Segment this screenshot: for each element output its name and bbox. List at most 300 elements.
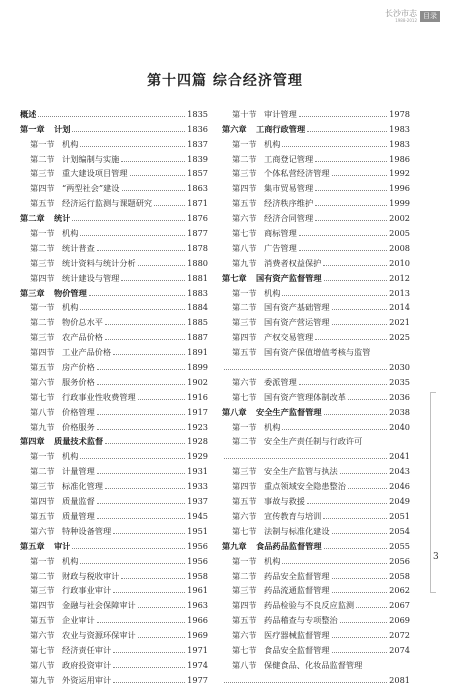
toc-entry-label: 第七章: [222, 272, 247, 283]
toc-page-number: 2040: [389, 421, 410, 432]
toc-entry-title: [20, 481, 103, 491]
toc-section-row[interactable]: [20, 595, 208, 610]
toc-entry-title: [20, 273, 119, 283]
toc-entry-name: 统计建设与管理: [62, 272, 120, 283]
toc-page-number: 2067: [389, 600, 410, 611]
toc-page-number: 1956: [187, 555, 208, 566]
dot-leader: [324, 548, 388, 549]
toc-entry-title: [222, 481, 346, 491]
dot-leader: [121, 578, 185, 579]
toc-entry-title: [222, 243, 297, 253]
toc-section-row[interactable]: [222, 208, 410, 223]
toc-entry-title: [222, 288, 280, 298]
toc-entry-label: 第一节: [30, 228, 55, 239]
dot-leader: [113, 652, 185, 653]
toc-chapter-row[interactable]: [20, 208, 208, 223]
toc-entry-label: 第二节: [232, 436, 257, 447]
toc-section-row[interactable]: [222, 625, 410, 640]
dot-leader: [356, 607, 387, 608]
toc-section-row[interactable]: [222, 283, 410, 298]
toc-entry-label: 第五节: [30, 362, 55, 373]
toc-entry-title: [222, 585, 330, 595]
toc-entry-label: 第七节: [232, 391, 257, 402]
toc-entry-name: 工业产品价格: [62, 347, 112, 358]
toc-section-row[interactable]: [222, 461, 410, 476]
toc-entry-label: 第八节: [232, 659, 257, 670]
toc-section-row[interactable]: [222, 327, 410, 342]
toc-page-number: 1937: [187, 496, 208, 507]
toc-entry-label: 第八节: [30, 659, 55, 670]
toc-entry-label: 第四节: [30, 600, 55, 611]
toc-entry-label: 第四节: [232, 481, 257, 492]
toc-section-row[interactable]: [222, 506, 410, 521]
toc-entry-title: [222, 615, 338, 625]
toc-entry-name: 政府投资审计: [62, 659, 112, 670]
toc-section-row[interactable]: [20, 342, 208, 357]
toc-entry-label: 第三节: [30, 168, 55, 179]
margin-tick: [430, 392, 436, 393]
toc-section-row[interactable]: [222, 342, 410, 357]
toc-page-number: 2074: [389, 644, 410, 655]
toc-entry-label: 第七节: [232, 644, 257, 655]
toc-entry-title: [222, 496, 305, 506]
toc-entry-title: [20, 198, 152, 208]
toc-section-row[interactable]: [222, 476, 410, 491]
dot-leader: [282, 295, 387, 296]
toc-entry-title: [20, 436, 103, 446]
toc-section-row[interactable]: [20, 372, 208, 387]
toc-entry-title: [222, 541, 322, 551]
toc-page-number: 1902: [187, 376, 208, 387]
toc-entry-label: 第三节: [30, 257, 55, 268]
dot-leader: [138, 265, 185, 266]
margin-tick: [430, 592, 436, 593]
toc-section-row[interactable]: [222, 223, 410, 238]
toc-page-number: 1929: [187, 451, 208, 462]
toc-section-row[interactable]: [20, 357, 208, 372]
toc-section-row[interactable]: [222, 640, 410, 655]
dot-leader: [340, 622, 387, 623]
dot-leader: [282, 429, 387, 430]
toc-entry-label: 第五章: [20, 540, 45, 551]
toc-page-number: 2012: [389, 272, 410, 283]
dot-leader: [113, 354, 185, 355]
toc-entry-title: [20, 154, 119, 164]
toc-page-number: 1878: [187, 242, 208, 253]
toc-entry-title: [20, 243, 95, 253]
toc-entry-label: 第五节: [30, 510, 55, 521]
toc-section-row[interactable]: [222, 521, 410, 536]
toc-entry-label: 第五节: [232, 615, 257, 626]
toc-entry-name: 药品流通监督管理: [264, 585, 330, 596]
toc-section-row[interactable]: [222, 491, 410, 506]
toc-section-row[interactable]: [20, 402, 208, 417]
toc-chapter-row[interactable]: [222, 119, 410, 134]
toc-chapter-row[interactable]: [20, 536, 208, 551]
toc-entry-name: 概述: [20, 108, 37, 119]
toc-page-number: 1969: [187, 630, 208, 641]
toc-entry-label: 第二节: [30, 570, 55, 581]
toc-entry-title: [222, 183, 313, 193]
book-header: [385, 10, 440, 23]
toc-section-row[interactable]: [222, 387, 410, 402]
toc-section-row[interactable]: [222, 432, 410, 447]
toc-page-number: 1917: [187, 406, 208, 417]
dot-leader: [38, 116, 185, 117]
toc-entry-title: [20, 317, 103, 327]
toc-page-number: 1951: [187, 525, 208, 536]
toc-page-number: 2008: [389, 242, 410, 253]
dot-leader: [315, 339, 387, 340]
toc-entry-name: 药品安全监督管理: [264, 570, 330, 581]
toc-section-row[interactable]: [20, 387, 208, 402]
toc-entry-label: 第四节: [232, 332, 257, 343]
toc-section-row[interactable]: [20, 625, 208, 640]
toc-entry-title: [222, 302, 330, 312]
toc-entry-name: 经济运行监测与课题研究: [62, 198, 153, 209]
toc-section-row[interactable]: [20, 327, 208, 342]
dot-leader: [80, 458, 185, 459]
toc-entry-label: 第八节: [232, 242, 257, 253]
toc-page-number: 2013: [389, 287, 410, 298]
toc-entry-title: [20, 139, 78, 149]
toc-entry-name: 机构: [264, 287, 281, 298]
toc-section-row[interactable]: [222, 298, 410, 313]
toc-page-number: 2002: [389, 213, 410, 224]
toc-entry-name: 房产价格: [62, 362, 95, 373]
toc-section-row[interactable]: [20, 566, 208, 581]
toc-page-number: 1992: [389, 168, 410, 179]
toc-entry-name: 国有资产监督管理: [256, 272, 322, 283]
toc-entry-title: [20, 228, 78, 238]
toc-section-row[interactable]: [20, 134, 208, 149]
toc-page-number: 1836: [187, 123, 208, 134]
toc-section-row[interactable]: [222, 149, 410, 164]
toc-entry-label: 第一节: [30, 555, 55, 566]
toc-entry-title: [20, 571, 119, 581]
toc-entry-name: 质量管理: [62, 510, 95, 521]
toc-entry-name: 经济秩序维护: [264, 198, 314, 209]
toc-entry-name: 统计普查: [62, 242, 95, 253]
dot-leader: [97, 429, 185, 430]
dot-leader: [138, 607, 185, 608]
toc-entry-label: 第二节: [30, 317, 55, 328]
toc-entry-label: 第三节: [30, 332, 55, 343]
toc-page-number: 1871: [187, 198, 208, 209]
toc-chapter-row[interactable]: [222, 536, 410, 551]
toc-entry-label: 第四节: [30, 347, 55, 358]
dot-leader: [332, 637, 388, 638]
toc-entry-title: [222, 645, 330, 655]
toc-entry-name: 机构: [264, 138, 281, 149]
toc-chapter-row[interactable]: [222, 402, 410, 417]
toc-page-number: 2030: [389, 362, 410, 373]
toc-section-row[interactable]: [20, 417, 208, 432]
toc-section-row[interactable]: [20, 178, 208, 193]
toc-section-row[interactable]: [20, 610, 208, 625]
toc-page-number: 2005: [389, 228, 410, 239]
dot-leader: [299, 384, 387, 385]
toc-entry-name: 食品安全监督管理: [264, 644, 330, 655]
toc-section-row[interactable]: [222, 312, 410, 327]
toc-entry-label: 第一节: [232, 138, 257, 149]
toc-entry-title: [222, 660, 362, 670]
toc-page-number: 2014: [389, 302, 410, 313]
toc-entry-name: 重大建设项目管理: [62, 168, 128, 179]
toc-section-row[interactable]: [20, 551, 208, 566]
toc-entry-name: 物价管理: [54, 287, 87, 298]
dot-leader: [138, 637, 185, 638]
toc-entry-name: “两型社会”建设: [62, 183, 120, 194]
toc-page-number: 2081: [389, 674, 410, 685]
toc-section-row[interactable]: [222, 134, 410, 149]
toc-entry-name: 价格服务: [62, 421, 95, 432]
toc-page-number: 2038: [389, 406, 410, 417]
toc-section-row[interactable]: [20, 476, 208, 491]
toc-entry-title: [222, 630, 330, 640]
dot-leader: [315, 161, 387, 162]
toc-page-number: 1916: [187, 391, 208, 402]
dot-leader: [332, 652, 388, 653]
dot-leader: [105, 324, 185, 325]
dot-leader: [80, 146, 185, 147]
toc-entry-name: 物价总水平: [62, 317, 103, 328]
toc-entry-label: 第六章: [222, 123, 247, 134]
toc-page-number: 1974: [187, 659, 208, 670]
toc-entry-title: [222, 109, 297, 119]
toc-entry-label: 第一节: [30, 138, 55, 149]
dot-leader: [307, 131, 387, 132]
toc-entry-name: 国有资产管理体制改革: [264, 391, 346, 402]
toc-entry-name: 安全生产责任制与行政许可: [264, 436, 363, 447]
margin-rule: [430, 392, 431, 592]
toc-entry-title: [20, 347, 111, 357]
toc-page-number: 1881: [187, 272, 208, 283]
toc-page-number: 1877: [187, 228, 208, 239]
toc-section-row[interactable]: [20, 149, 208, 164]
toc-section-row[interactable]: [20, 193, 208, 208]
toc-entry-label: 第一节: [232, 421, 257, 432]
toc-entry-title: [20, 109, 36, 119]
toc-entry-title: [20, 526, 111, 536]
toc-section-row[interactable]: [20, 670, 208, 685]
toc-section-row[interactable]: [20, 223, 208, 238]
toc-section-row[interactable]: [222, 164, 410, 179]
toc-section-row[interactable]: [222, 417, 410, 432]
toc-entry-name: 国有资产保值增值考核与监管: [264, 347, 371, 358]
toc-entry-name: 企业审计: [62, 615, 95, 626]
dot-leader: [332, 578, 388, 579]
toc-page-number: 1961: [187, 585, 208, 596]
toc-entry-name: 计划编制与实施: [62, 153, 120, 164]
toc-section-row[interactable]: [222, 238, 410, 253]
toc-section-row[interactable]: [20, 521, 208, 536]
header-title: 长沙市志: [385, 9, 417, 18]
toc-section-row[interactable]: [20, 655, 208, 670]
toc-section-row[interactable]: [222, 551, 410, 566]
toc-page-number: 2046: [389, 481, 410, 492]
toc-entry-name: 金融与社会保障审计: [62, 600, 136, 611]
toc-section-row[interactable]: [20, 253, 208, 268]
toc-chapter-row[interactable]: [20, 283, 208, 298]
toc-entry-title: [222, 139, 280, 149]
dot-leader: [80, 309, 185, 310]
toc-entry-name: 产权交易管理: [264, 332, 314, 343]
dot-leader: [315, 205, 387, 206]
toc-section-row[interactable]: [20, 506, 208, 521]
toc-chapter-row[interactable]: [20, 104, 208, 119]
toc-entry-title: [20, 660, 111, 670]
toc-entry-label: 第九节: [30, 421, 55, 432]
toc-section-row[interactable]: [222, 372, 410, 387]
toc-entry-name: 法制与标准化建设: [264, 525, 330, 536]
toc-entry-label: 第三节: [30, 585, 55, 596]
toc-section-row[interactable]: [20, 238, 208, 253]
dot-leader: [348, 488, 387, 489]
toc-section-row[interactable]: [222, 253, 410, 268]
toc-section-row[interactable]: [20, 164, 208, 179]
toc-section-row[interactable]: [20, 581, 208, 596]
dot-leader: [332, 533, 388, 534]
toc-page-number: 1986: [389, 153, 410, 164]
header-subtitle: 1988-2012: [395, 18, 417, 23]
toc-entry-label: 第五节: [232, 198, 257, 209]
toc-entry-title: [222, 407, 322, 417]
toc-entry-name: 行政事业审计: [62, 585, 112, 596]
toc-entry-name: 集市贸易管理: [264, 183, 314, 194]
toc-section-row[interactable]: [222, 357, 410, 372]
toc-page-number: 2043: [389, 466, 410, 477]
dot-leader: [315, 190, 387, 191]
toc-chapter-row[interactable]: [20, 119, 208, 134]
toc-entry-title: [20, 422, 95, 432]
dot-leader: [121, 280, 185, 281]
toc-entry-title: [20, 258, 136, 268]
dot-leader: [72, 548, 185, 549]
toc-entry-label: 第四节: [232, 183, 257, 194]
toc-entry-title: [222, 124, 305, 134]
toc-entry-name: 委派管理: [264, 376, 297, 387]
toc-section-row[interactable]: [222, 566, 410, 581]
toc-section-row[interactable]: [222, 193, 410, 208]
toc-page-number: 1956: [187, 540, 208, 551]
dot-leader: [113, 682, 185, 683]
toc-entry-name: 审计管理: [264, 108, 297, 119]
toc-entry-label: 第四节: [232, 600, 257, 611]
toc-page-number: 1884: [187, 302, 208, 313]
toc-section-row[interactable]: [20, 491, 208, 506]
toc-section-row[interactable]: [20, 268, 208, 283]
toc-entry-name: 经济合同管理: [264, 213, 314, 224]
toc-page-number: 2058: [389, 570, 410, 581]
toc-page-number: 1880: [187, 257, 208, 268]
toc-entry-label: 第八节: [30, 406, 55, 417]
dot-leader: [97, 622, 185, 623]
dot-leader: [97, 250, 185, 251]
toc-page-number: 1945: [187, 510, 208, 521]
toc-page-number: 2062: [389, 585, 410, 596]
dot-leader: [323, 265, 387, 266]
toc-entry-name: 国有资产营运管理: [264, 317, 330, 328]
toc-entry-title: [222, 347, 370, 357]
toc-entry-label: 第六节: [30, 525, 55, 536]
page-title: 第十四篇 综合经济管理: [147, 73, 303, 89]
toc-page-number: 1891: [187, 347, 208, 358]
toc-entry-label: 第九章: [222, 540, 247, 551]
toc-page-number: 1971: [187, 644, 208, 655]
toc-entry-name: 食品药品监督管理: [256, 540, 322, 551]
toc-page-number: 1883: [187, 287, 208, 298]
toc-section-row[interactable]: [222, 595, 410, 610]
toc-section-row[interactable]: [20, 640, 208, 655]
toc-section-row[interactable]: [222, 581, 410, 596]
toc-entry-title: [20, 302, 78, 312]
dot-leader: [299, 250, 387, 251]
dot-leader: [332, 175, 388, 176]
toc-entry-title: [222, 228, 297, 238]
toc-page-number: 2025: [389, 332, 410, 343]
toc-page-number: 2072: [389, 630, 410, 641]
toc-section-row[interactable]: [222, 610, 410, 625]
toc-entry-label: 第三节: [30, 481, 55, 492]
toc-entry-name: 商标管理: [264, 228, 297, 239]
toc-entry-label: 第九节: [30, 674, 55, 685]
toc-entry-name: 财政与税收审计: [62, 570, 120, 581]
toc-entry-name: 经济责任审计: [62, 644, 112, 655]
dot-leader: [121, 161, 185, 162]
toc-entry-title: [20, 392, 136, 402]
dot-leader: [299, 235, 387, 236]
toc-entry-label: 第六节: [232, 630, 257, 641]
toc-entry-name: 消费者权益保护: [264, 257, 322, 268]
toc-entry-title: [222, 422, 280, 432]
dot-leader: [299, 116, 387, 117]
toc-entry-name: 个体私营经济管理: [264, 168, 330, 179]
toc-entry-label: 第八章: [222, 406, 247, 417]
toc-section-row[interactable]: [20, 446, 208, 461]
toc-page-number: 1963: [187, 600, 208, 611]
toc-entry-title: [20, 407, 95, 417]
toc-entry-title: [20, 332, 103, 342]
toc-entry-name: 价格管理: [62, 406, 95, 417]
dot-leader: [72, 220, 185, 221]
toc-entry-name: 机构: [62, 228, 79, 239]
toc-entry-title: [222, 213, 313, 223]
toc-chapter-row[interactable]: [222, 268, 410, 283]
toc-section-row[interactable]: [20, 312, 208, 327]
dot-leader: [154, 205, 185, 206]
dot-leader: [113, 533, 185, 534]
dot-leader: [282, 146, 387, 147]
toc-entry-label: 第三节: [232, 585, 257, 596]
toc-entry-name: 重点领域安全隐患整治: [264, 481, 346, 492]
toc-right-column: [222, 104, 410, 685]
toc-entry-name: 机构: [62, 555, 79, 566]
toc-section-row[interactable]: [20, 461, 208, 476]
toc-section-row[interactable]: [222, 446, 410, 461]
toc-page-number: 1876: [187, 213, 208, 224]
toc-section-row[interactable]: [222, 670, 410, 685]
toc-chapter-row[interactable]: [20, 432, 208, 447]
toc-section-row[interactable]: [20, 298, 208, 313]
toc-section-row[interactable]: [222, 104, 410, 119]
toc-section-row[interactable]: [222, 655, 410, 670]
toc-entry-name: 机构: [62, 302, 79, 313]
toc-entry-title: [20, 183, 120, 193]
toc-page-number: 1978: [389, 108, 410, 119]
toc-section-row[interactable]: [222, 178, 410, 193]
toc-entry-title: [222, 466, 338, 476]
